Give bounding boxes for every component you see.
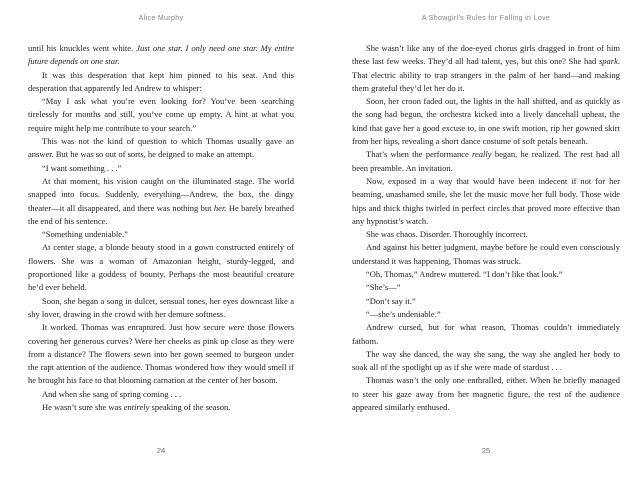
page-number-right: 25 [481, 446, 491, 455]
text-run: The way she danced, the way she sang, the way she angled her body to soak all of the spotlight up as if she were made of stardust . . . [352, 348, 620, 373]
page-right-text [352, 42, 620, 414]
text-run: “Oh, Thomas,” Andrew muttered. “I don’t like that look.” [366, 269, 563, 280]
paragraph [28, 135, 294, 162]
text-run: She wasn’t like any of the doe-eyed chorus girls dragged in front of him these last few weeks. They’d all had talent, yes, but this one? She had [352, 43, 620, 67]
text-run: “She’s—” [366, 282, 401, 293]
paragraph [28, 162, 294, 175]
paragraph [352, 308, 620, 321]
paragraph [352, 374, 620, 414]
text-run: It was this desperation that kept him pinned to his seat. And this desperation that apparently led Andrew to whisper: [28, 69, 294, 93]
paragraph [352, 241, 620, 268]
text-run: began, he realized. The rest had all been preamble. An invitation. [352, 149, 620, 173]
paragraph [352, 281, 620, 294]
paragraph [28, 228, 294, 241]
text-run: And when she sang of spring coming . . . [42, 388, 182, 399]
text-run: speaking of the season. [149, 402, 231, 413]
text-run: He barely breathed the end of his sentence. [28, 202, 294, 226]
running-header-book-title: A Showgirl’s Rules for Falling in Love [421, 15, 551, 22]
paragraph [352, 228, 620, 241]
paragraph [352, 148, 620, 175]
text-run: those flowers covering her generous curves? Were her cheeks as pink up close as they were from a distance? The flowers sewn into her gown seemed to burgeon under the rapt attention of the audience. Thomas wondered how they would smell if he brought his face to that blooming carnation at the center of her bosom. [28, 322, 295, 386]
text-run: At that moment, his vision caught on the illuminated stage. The world snapped into focus. Suddenly, everything—Andrew, the box, the dingy theater—it all disappeared, and there was nothing but [28, 175, 294, 213]
paragraph [352, 175, 620, 228]
paragraph [352, 95, 620, 148]
text-run: “Something undeniable.” [42, 229, 128, 240]
paragraph [352, 321, 620, 348]
paragraph [28, 69, 294, 96]
page-left-text [28, 42, 294, 414]
paragraph [352, 42, 620, 95]
paragraph [28, 388, 294, 401]
text-run: “I want something . . .” [42, 162, 122, 173]
text-run: Thomas wasn’t the only one enthralled, either. When he briefly managed to steer his gaze away from her magnetic figure, the rest of the audience appeared similarly enthused. [352, 375, 620, 413]
paragraph [352, 268, 620, 281]
text-run: Andrew cursed, but for what reason, Thomas couldn’t immediately fathom. [352, 322, 620, 346]
paragraph [28, 295, 294, 322]
text-run: This was not the kind of question to which Thomas usually gave an answer. But he was so out of sorts, he deigned to make an attempt. [28, 136, 294, 160]
text-run: He wasn’t sure she was [42, 402, 124, 413]
italic-text-run: entirely [123, 402, 150, 413]
text-run: Soon, her croon faded out, the lights in the hall shifted, and as quickly as the song had begun, the orchestra kicked into a lively dancehall upbeat, the kind that gave her a good excuse to, in one swift motion, rip her gowned skirt from her hips, revealing a short dance costume of soft petals beneath. [352, 96, 620, 147]
paragraph [28, 42, 294, 69]
text-run: “—she’s undeniable.” [366, 308, 441, 319]
text-run: That’s when the performance [366, 149, 473, 160]
paragraph [28, 241, 294, 294]
paragraph [28, 321, 294, 387]
italic-text-run: were [228, 322, 245, 333]
italic-text-run: her. [213, 202, 227, 213]
text-run: Soon, she began a song in dulcet, sensual tones, her eyes downcast like a shy lover, drawing in the crowd with her demure softness. [28, 295, 294, 319]
paragraph [28, 401, 294, 414]
text-run: until his knuckles went white. [28, 43, 137, 53]
text-run: It worked. Thomas was enraptured. Just how secure [42, 322, 229, 333]
italic-text-run: spark [598, 56, 618, 67]
text-run: “Don’t say it.” [366, 295, 416, 306]
page-number-left: 24 [156, 446, 166, 455]
italic-text-run: really [472, 149, 492, 160]
paragraph [28, 95, 294, 135]
text-run: “May I ask what you’re even looking for? You’ve been searching tirelessly for months and still, you’ve come up empty. A hint at what you require might help me contribute to your search.” [28, 96, 294, 133]
text-run: . That electric ability to trap strangers in the palm of her hand—and making them grateful they’d let her do it. [352, 56, 620, 93]
text-run: Now, exposed in a way that would have been indecent if not for her beaming, unashamed smile, she let the music move her full body. Those wide hips and thick thighs twirled in perfect circles that proved more effective than any hypnotist’s watch. [352, 175, 620, 226]
text-run: At center stage, a blonde beauty stood in a gown constructed entirely of flowers. She was a woman of Amazonian height, sturdy-legged, and proportioned like a goddess of bounty. Perhaps the most beautiful creature he’d ever beheld. [28, 242, 294, 293]
running-header-author: Alice Murphy [138, 15, 184, 22]
paragraph [28, 175, 294, 228]
text-run: And against his better judgment, maybe before he could even consciously understand it was happening, Thomas was struck. [352, 242, 620, 266]
italic-text-run: Just one star. I only need one star. My entire future depends on one star. [28, 43, 294, 67]
paragraph [352, 348, 620, 375]
text-run: She was chaos. Disorder. Thoroughly incorrect. [366, 229, 528, 240]
paragraph [352, 295, 620, 308]
